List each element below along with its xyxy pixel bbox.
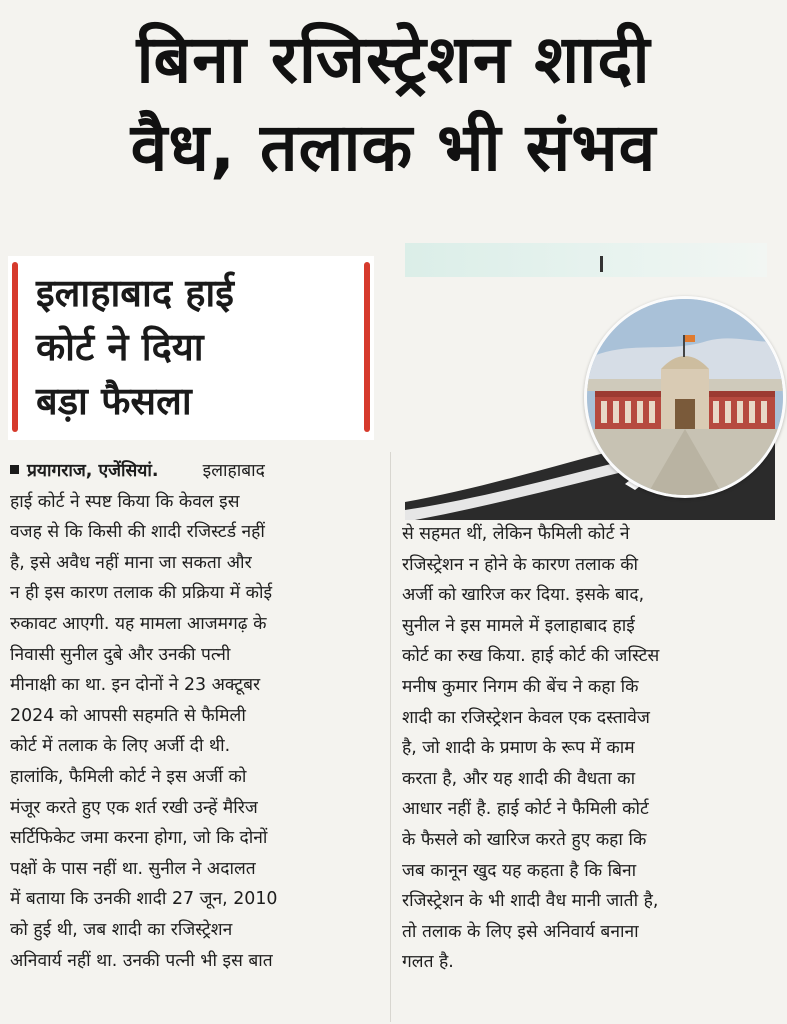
article-line: न ही इस कारण तलाक की प्रक्रिया में कोई — [10, 583, 273, 604]
article-line: में बताया कि उनकी शादी 27 जून, 2010 — [10, 889, 278, 910]
court-building-photo — [584, 296, 786, 498]
subheadline-box — [8, 256, 374, 440]
court-building-illustration — [587, 299, 783, 495]
article-line: जब कानून खुद यह कहता है कि बिना — [402, 860, 637, 881]
article-line: सर्टिफिकेट जमा करना होगा, जो कि दोनों — [10, 828, 268, 849]
article-line: कोर्ट में तलाक के लिए अर्जी दी थी. — [10, 736, 231, 757]
article-line: रजिस्ट्रेशन के भी शादी वैध मानी जाती है, — [402, 891, 659, 912]
accent-bar-right — [364, 262, 370, 432]
article-line: के फैसले को खारिज करते हुए कहा कि — [402, 829, 647, 850]
article-line-text: इलाहाबाद — [202, 461, 265, 481]
accent-bar-left — [12, 262, 18, 432]
subheadline — [36, 266, 356, 428]
article-line: हालांकि, फैमिली कोर्ट ने इस अर्जी को — [10, 766, 247, 787]
article-line: हाई कोर्ट ने स्पष्ट किया कि केवल इस — [10, 491, 240, 512]
flagpole-mark — [600, 256, 603, 272]
article-line: सुनील ने इस मामले में इलाहाबाद हाई — [402, 615, 635, 636]
article-line: करता है, और यह शादी की वैधता का — [402, 768, 636, 789]
article-line: पक्षों के पास नहीं था. सुनील ने अदालत — [10, 858, 256, 879]
article-line: रजिस्ट्रेशन न होने के कारण तलाक की — [402, 554, 639, 575]
article-line: मीनाक्षी का था. इन दोनों ने 23 अक्टूबर — [10, 675, 261, 696]
article-line: 2024 को आपसी सहमति से फैमिली — [10, 705, 246, 726]
article-line: से सहमत थीं, लेकिन फैमिली कोर्ट ने — [402, 524, 630, 544]
article-line — [10, 456, 382, 487]
headline-line-1: बिना रजिस्ट्रेशन शादी — [136, 21, 651, 98]
subheadline-line-1: इलाहाबाद हाई — [36, 271, 234, 315]
article-line: वजह से कि किसी की शादी रजिस्टर्ड नहीं — [10, 522, 265, 543]
article-line: तो तलाक के लिए इसे अनिवार्य बनाना — [402, 921, 639, 942]
article-column-2 — [402, 519, 780, 978]
article-line: शादी का रजिस्ट्रेशन केवल एक दस्तावेज — [402, 707, 650, 728]
article-line: निवासी सुनील दुबे और उनकी पत्नी — [10, 644, 231, 665]
article-line: को हुई थी, जब शादी का रजिस्ट्रेशन — [10, 919, 233, 940]
headline — [0, 18, 787, 190]
article-line: रुकावट आएगी. यह मामला आजमगढ़ के — [10, 613, 267, 634]
article-line: मनीष कुमार निगम की बेंच ने कहा कि — [402, 676, 639, 697]
subheadline-line-3: बड़ा फैसला — [36, 379, 192, 423]
article-line: कोर्ट का रुख किया. हाई कोर्ट की जस्टिस — [402, 646, 660, 667]
article-line: है, इसे अवैध नहीं माना जा सकता और — [10, 552, 252, 573]
article-line: है, जो शादी के प्रमाण के रूप में काम — [402, 738, 635, 759]
article-line: अनिवार्य नहीं था. उनकी पत्नी भी इस बात — [10, 950, 273, 971]
bullet-icon — [10, 465, 19, 474]
column-divider — [390, 452, 391, 1022]
photo-top-strip — [405, 243, 767, 277]
article-column-1 — [10, 456, 382, 976]
subheadline-line-2: कोर्ट ने दिया — [36, 325, 204, 369]
headline-line-2: वैध, तलाक भी संभव — [130, 109, 657, 186]
article-line: मंजूर करते हुए एक शर्त रखी उन्हें मैरिज — [10, 797, 258, 818]
article-line: अर्जी को खारिज कर दिया. इसके बाद, — [402, 585, 645, 606]
dateline: प्रयागराज, एजेंसियां. — [27, 461, 159, 481]
article-line: गलत है. — [402, 952, 454, 973]
article-line: आधार नहीं है. हाई कोर्ट ने फैमिली कोर्ट — [402, 799, 649, 820]
